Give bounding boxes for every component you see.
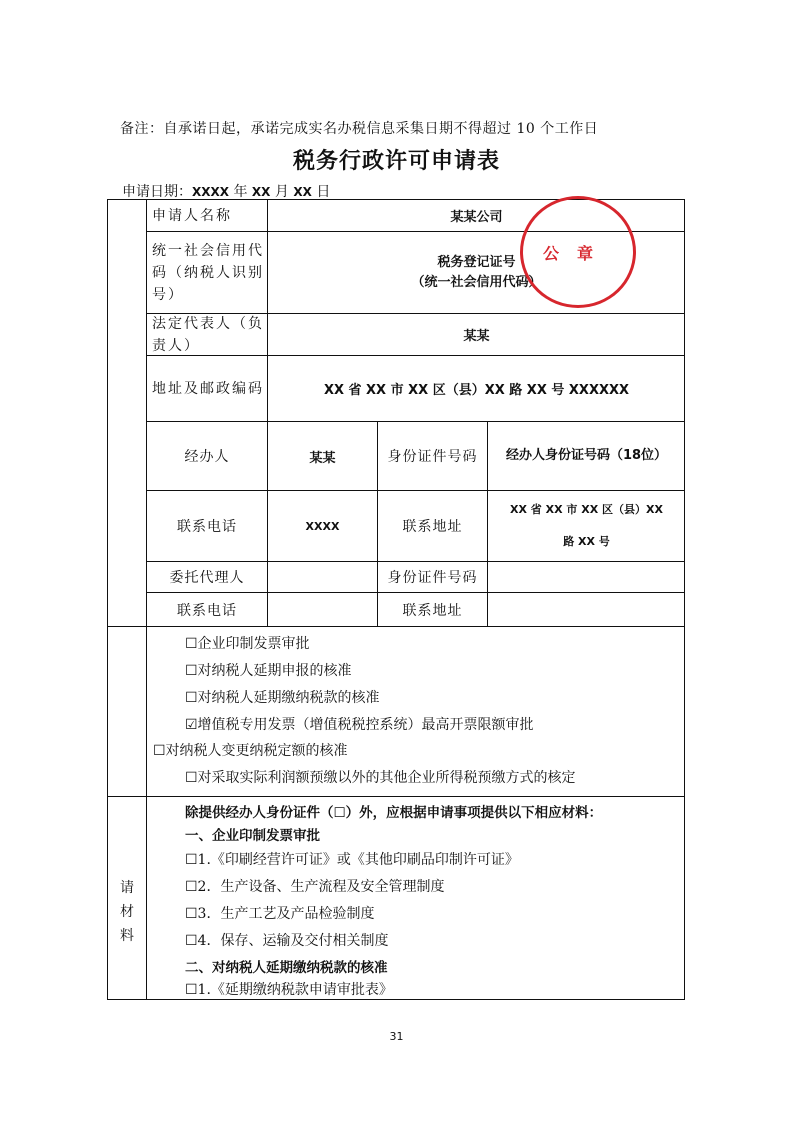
handler-address-value: XX 省 XX 市 XX 区（县）XX 路 XX 号: [510, 503, 663, 548]
handler-id-label: 身份证件号码: [387, 449, 478, 465]
apply-month: XX: [251, 185, 271, 199]
legal-rep-value: 某某: [463, 329, 490, 344]
handler-address-label: 联系地址: [402, 519, 463, 535]
s1-item-1[interactable]: ☐1.《印刷经营许可证》或《其他印刷品印制许可证》: [185, 852, 519, 868]
materials-side-label: [113, 876, 141, 948]
materials-intro: 除提供经办人身份证件（☐）外，应根据申请事项提供以下相应材料：: [185, 805, 603, 821]
seal-text: 公章: [543, 244, 612, 263]
item-income-tax-prepay[interactable]: ☐对采取实际利润额预缴以外的其他企业所得税预缴方式的核定: [185, 770, 576, 786]
apply-date: [122, 181, 330, 201]
apply-day: XX: [293, 185, 312, 199]
s1-item-3[interactable]: ☐3．生产工艺及产品检验制度: [185, 906, 375, 922]
agent-phone-value[interactable]: [268, 593, 377, 626]
page-number: 31: [389, 1030, 404, 1043]
credit-code-line1: 税务登记证号: [437, 254, 516, 270]
applicant-name-value: 某某公司: [450, 210, 503, 225]
handler-value: 某某: [309, 450, 336, 466]
item-delayed-filing[interactable]: ☐对纳税人延期申报的核准: [185, 663, 352, 679]
agent-value[interactable]: [268, 562, 377, 592]
apply-year: XXXX: [192, 185, 230, 199]
handler-label: 经办人: [184, 449, 230, 465]
s1-item-2[interactable]: ☐2．生产设备、生产流程及安全管理制度: [185, 879, 445, 895]
applicant-name-label: 申请人名称: [152, 207, 232, 224]
credit-code-line2: （统一社会信用代码）: [411, 274, 542, 290]
agent-phone-label: 联系电话: [177, 602, 237, 619]
credit-code-label: 统一社会信用代码（纳税人识别号）: [152, 242, 264, 303]
side-char-3: 料: [120, 928, 134, 944]
day-unit: 日: [316, 184, 331, 200]
year-unit: 年: [233, 184, 248, 200]
s2-item-1[interactable]: ☐1.《延期缴纳税款申请审批表》: [185, 982, 393, 998]
section1-heading: 一、企业印制发票审批: [185, 828, 320, 844]
agent-id-value[interactable]: [488, 562, 685, 592]
item-invoice-printing[interactable]: ☐企业印制发票审批: [185, 636, 310, 652]
handler-id-value: 经办人身份证号码（18位）: [505, 448, 668, 463]
s1-item-4[interactable]: ☐4．保存、运输及交付相关制度: [185, 933, 389, 949]
address-label: 地址及邮政编码: [152, 380, 264, 397]
agent-address-value[interactable]: [488, 593, 685, 626]
apply-date-label: 申请日期：: [122, 184, 192, 200]
legal-rep-label: 法定代表人（负责人）: [152, 315, 264, 354]
agent-address-label: 联系地址: [402, 602, 463, 619]
item-quota-change[interactable]: ☐对纳税人变更纳税定额的核准: [153, 743, 348, 759]
form-title: 税务行政许可申请表: [292, 149, 500, 174]
section2-heading: 二、对纳税人延期缴纳税款的核准: [185, 960, 388, 976]
section-line: [107, 626, 685, 627]
item-delayed-payment[interactable]: ☐对纳税人延期缴纳税款的核准: [185, 690, 380, 706]
section-line: [107, 796, 685, 797]
agent-label: 委托代理人: [169, 570, 245, 586]
item-vat-invoice-limit[interactable]: ☑增值税专用发票（增值税税控系统）最高开票限额审批: [185, 717, 534, 733]
side-char-1: 请: [120, 880, 134, 896]
month-unit: 月: [274, 184, 289, 200]
address-value: XX 省 XX 市 XX 区（县）XX 路 XX 号 XXXXXX: [323, 383, 630, 398]
agent-id-label: 身份证件号码: [387, 570, 478, 586]
handler-phone-value: XXXX: [305, 519, 340, 533]
footnote-remark: 备注：自承诺日起，承诺完成实名办税信息采集日期不得超过 10 个工作日: [120, 121, 599, 137]
handler-phone-label: 联系电话: [177, 519, 237, 535]
side-char-2: 材: [120, 904, 134, 920]
